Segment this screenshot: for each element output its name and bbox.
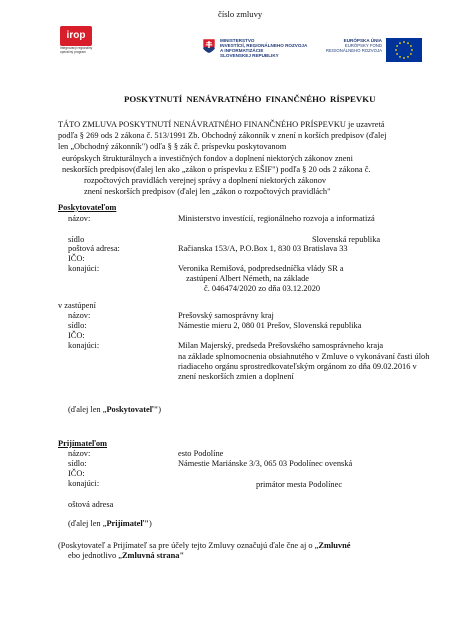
eu-line: REGIONÁLNEHO ROZVOJA [325, 48, 382, 53]
ministry-line: SLOVENSKEJ REPUBLIKY [220, 53, 279, 59]
representation-acting-line: na základe splnomocnenia obsiahnutého v Zmluve o vykonávaní časti úloh [178, 352, 430, 361]
contract-number-label: číslo zmluvy [218, 9, 263, 19]
representation-acting-line: Milan Majerský, predseda Prešovského samosprávneho kraja [178, 341, 384, 350]
eu-line: EURÓPSKY FOND [344, 43, 382, 48]
intro-line: podľa § 269 ods 2 zákona č. 513/1991 Zb. Obchodný zákonník v znení n korších predpisov (ďalej [58, 131, 387, 141]
provider-ico-label: IČO: [68, 254, 85, 263]
recipient-acting: primátor mesta Podolínec [256, 480, 343, 489]
representation-seat-label: sídlo: [68, 321, 87, 330]
intro-line: neskorších predpisov(ďalej len ako „zákon o príspevku z EŠIF") podľa § 20 ods 2 zákona č. [62, 164, 371, 174]
recipient-ico-label: IČO: [68, 469, 85, 478]
representation-heading: v zastúpení [58, 301, 96, 310]
provider-name-label: názov: [68, 214, 91, 223]
eu-fund-name [322, 38, 382, 53]
irop-logo [60, 26, 96, 64]
ministry-name [220, 38, 307, 58]
representation-acting-line: riadiaceho orgánu sprostredkovateľským orgánom zo dňa 09.02.2016 v [178, 362, 417, 371]
closing-line: (Poskytovateľ a Prijímateľ sa pre účely tejto Zmluvy označujú ďale čne aj o „Zmluvné [58, 541, 351, 550]
ministry-line: A INFORMATIZÁCIE [220, 48, 264, 54]
provider-heading: Poskytovateľom [58, 203, 117, 212]
recipient-postal-label: oštová adresa [68, 500, 114, 509]
intro-line: európskych štrukturálnych a investičných fondov a doplnení niektorých zákonov zneni [62, 153, 353, 163]
representation-acting-label: konajúci: [68, 341, 100, 350]
irop-tagline: Integrovaný regionálny operačný program [60, 46, 93, 54]
eu-flag-icon [386, 38, 422, 62]
provider-further-reference: (ďalej len „Poskytovateľ") [68, 405, 162, 414]
recipient-name: esto Podolíne [178, 449, 224, 458]
intro-paragraph [58, 119, 386, 197]
recipient-heading: Prijímateľom [58, 439, 108, 448]
provider-acting-line: Veronika Remišová, podpredsedníčka vlády SR a [178, 264, 344, 273]
recipient-seat-label: sídlo: [68, 459, 87, 468]
eu-line: EURÓPSKA ÚNIA [343, 38, 382, 43]
representation-name: Prešovský samosprávny kraj [178, 311, 274, 320]
slovak-coat-of-arms-icon [202, 38, 216, 54]
ministry-line: INVESTÍCIÍ, REGIONÁLNEHO ROZVOJA [220, 43, 308, 49]
closing-line: ebo jednotlivo „Zmluvná strana" [68, 551, 185, 560]
recipient-acting-label: konajúci: [68, 479, 100, 488]
provider-name: Ministerstvo investícií, regionálneho rozvoja a informatizá [178, 214, 375, 223]
recipient-further-reference: (ďalej len „Prijímateľ") [68, 519, 152, 528]
representation-name-label: názov: [68, 311, 91, 320]
provider-seat: Slovenská republika [312, 235, 381, 244]
intro-line: TÁTO ZMLUVA POSKYTNUTÍ NENÁVRATNÉHO FINANČNÉHO PRÍSPEVKU je uzavretá [58, 120, 385, 129]
provider-acting-line: zastúpení Albert Németh, na základe [186, 274, 310, 283]
recipient-name-label: názov: [68, 449, 91, 458]
provider-postal: Račianska 153/A, P.O.Box 1, 830 03 Bratislava 33 [178, 244, 348, 253]
ministry-line: MINISTERSTVO [220, 38, 255, 43]
provider-acting-label: konajúci: [68, 264, 100, 273]
provider-acting-line: č. 046474/2020 zo dňa 03.12.2020 [204, 284, 321, 293]
document-title: POSKYTNUTÍ NENÁVRATNÉHO FINANČNÉHO RÍSPEVKU [124, 94, 376, 104]
irop-logo-mark: irop [60, 26, 92, 46]
provider-seat-label: sídlo [68, 235, 85, 244]
intro-line: znení neskorších predpisov (ďalej len „zákon o rozpočtových pravidlách" [84, 187, 331, 197]
recipient-seat: Námestie Mariánske 3/3, 065 03 Podolínec ovenská [178, 459, 353, 468]
representation-ico-label: IČO: [68, 331, 85, 340]
intro-line: rozpočtových pravidlách verejnej správy a doplnení niektorých zákonov [84, 176, 327, 186]
provider-postal-label: poštová adresa: [68, 244, 120, 253]
representation-seat: Námestie mieru 2, 080 01 Prešov, Slovenská republika [178, 321, 362, 330]
intro-line: len „Obchodný zákonník") odľa § § zák č. príspevku poskytovanom [58, 142, 287, 152]
representation-acting-line: znení neskorších zmien a doplnení [178, 372, 294, 381]
